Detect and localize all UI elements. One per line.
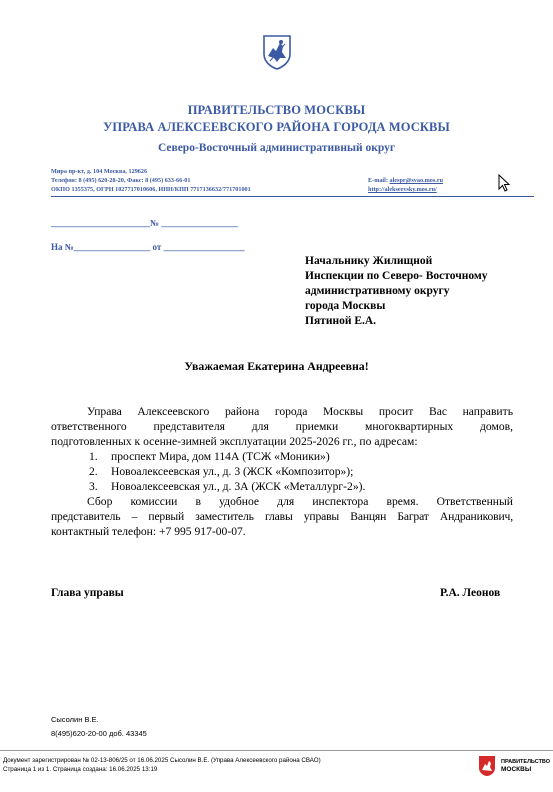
- reg-number-field: ______________________№ _________________: [51, 218, 238, 228]
- addressee-line: Пятиной Е.А.: [305, 315, 377, 327]
- body-line: подготовленных к осенне-зимней эксплуатации 2025-2026 гг., по адресам:: [51, 435, 418, 448]
- footer-reg-line: Документ зарегистрирован № 02-13-806/25 от 16.06.2025 Сысолин В.Е. (Управа Алексеевского района СВАО): [3, 757, 321, 764]
- org-title: ПРАВИТЕЛЬСТВО МОСКВЫ: [187, 103, 366, 117]
- list-number: 2.: [89, 465, 98, 478]
- signature-name: Р.А. Леонов: [440, 587, 501, 599]
- district-title: Северо-Восточный административный округ: [157, 142, 396, 154]
- addressee-line: Начальнику Жилищной: [305, 255, 433, 267]
- mouse-cursor-icon: [498, 174, 510, 197]
- ids-line: ОКПО 1355375, ОГРН 1027717010606, ИНН/КПП 7717136632/771701001: [51, 186, 251, 193]
- body-line: Сбор комиссии в удобное для инспектора время. Ответственный: [87, 495, 513, 508]
- letter-body: [51, 404, 513, 539]
- body-line: контактный телефон: +7 995 917-00-07.: [51, 525, 246, 538]
- header-rule: [51, 196, 534, 197]
- list-text: Новоалексеевская ул., д. 3 (ЖСК «Композитор»);: [111, 465, 354, 478]
- addressee-line: Инспекции по Северо- Восточному: [305, 270, 488, 282]
- addressee-line: административному округу: [305, 285, 450, 297]
- footer-brand-bottom: МОСКВЫ: [501, 766, 532, 773]
- reply-to-label: На №: [51, 242, 74, 252]
- address-list-item: [51, 464, 513, 479]
- phone-line: Телефон: 8 (495) 620-28-20, Факс: 8 (495) 633-66-01: [51, 177, 191, 184]
- registration-footer: [0, 750, 553, 792]
- email-link[interactable]: alespr@svao.mos.ru: [389, 177, 444, 184]
- footer-page-line: Страница 1 из 1. Страница создана: 16.06.2025 13:19: [3, 766, 158, 773]
- signature-title: Глава управы: [51, 587, 124, 599]
- dept-title: УПРАВА АЛЕКСЕЕВСКОГО РАЙОНА ГОРОДА МОСКВЫ: [103, 120, 450, 134]
- address-list-item: [51, 449, 513, 464]
- email-line: [368, 177, 443, 184]
- reply-to-line: _________________ от __________________: [73, 242, 245, 252]
- moscow-government-logo-icon: [478, 755, 496, 777]
- site-link[interactable]: http://alekseevsky.mos.ru/: [368, 186, 437, 193]
- list-number: 3.: [89, 480, 98, 493]
- addressee-line: города Москвы: [305, 300, 386, 312]
- reply-to-field: [51, 242, 245, 252]
- address-line: Мира пр-кт, д. 104 Москва, 129626: [51, 168, 148, 175]
- addressee: [305, 254, 487, 329]
- moscow-coat-of-arms-icon: [262, 34, 292, 70]
- executor-phone: 8(495)620-20-00 доб. 43345: [51, 729, 147, 738]
- email-label: E-mail:: [368, 177, 390, 184]
- body-line: ответственного представителя для приемки многоквартирных домов,: [51, 420, 513, 433]
- list-text: проспект Мира, дом 114А (ТСЖ «Моники»): [111, 450, 330, 463]
- list-text: Новоалексеевская ул., д. 3А (ЖСК «Металлург-2»).: [111, 480, 366, 493]
- footer-brand-top: ПРАВИТЕЛЬСТВО: [501, 759, 551, 765]
- list-number: 1.: [89, 450, 98, 463]
- body-line: представитель – первый заместитель главы управы Ванцян Баграт Андраникович,: [51, 510, 513, 523]
- executor-name: Сысолин В.Е.: [51, 715, 99, 724]
- greeting: Уважаемая Екатерина Андреевна!: [184, 359, 369, 373]
- address-list-item: [51, 479, 513, 494]
- body-line: Управа Алексеевского района города Москвы просит Вас направить: [87, 405, 513, 418]
